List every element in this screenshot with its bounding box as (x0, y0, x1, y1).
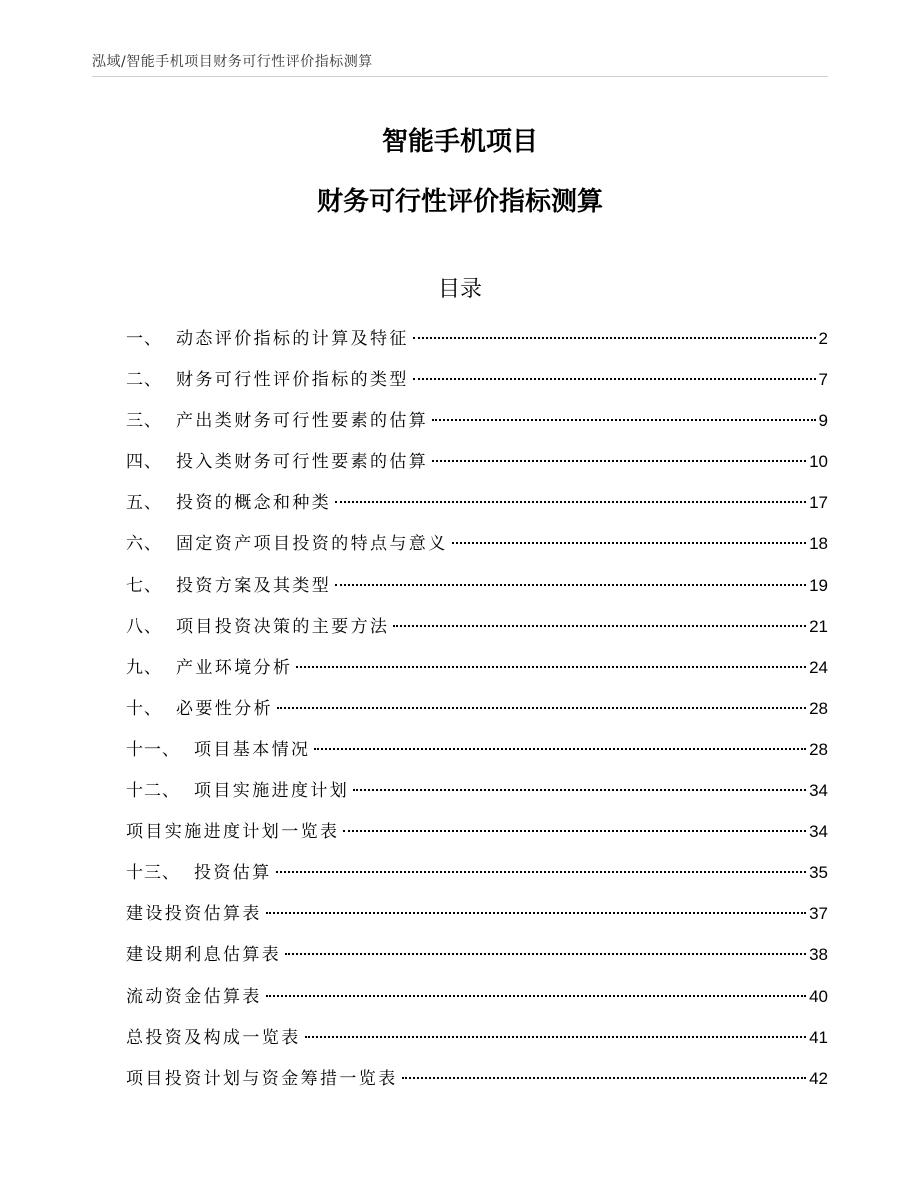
toc-entry-number: 十三、 (126, 863, 180, 884)
toc-entry[interactable] (126, 729, 828, 770)
toc-entry-title: 投资估算 (194, 863, 272, 884)
toc-dot-leader (413, 378, 816, 380)
toc-entry-number: 五、 (126, 493, 162, 514)
toc-entry[interactable] (126, 893, 828, 934)
toc-entry-title: 项目投资计划与资金筹措一览表 (126, 1068, 398, 1089)
toc-entry[interactable] (126, 482, 828, 523)
toc-entry-title: 项目实施进度计划 (194, 781, 350, 802)
toc-entry-title: 必要性分析 (176, 698, 273, 719)
toc-heading: 目录 (437, 277, 482, 302)
toc-dot-leader (353, 789, 806, 791)
toc-dot-leader (402, 1077, 806, 1079)
header-divider (92, 76, 828, 77)
toc-entry-title: 项目基本情况 (194, 739, 311, 760)
toc-dot-leader (266, 995, 806, 997)
toc-dot-leader (432, 460, 806, 462)
toc-entry[interactable] (126, 1017, 828, 1058)
toc-dot-leader (296, 666, 806, 668)
toc-entry-number: 七、 (126, 575, 162, 596)
toc-entry[interactable] (126, 852, 828, 893)
toc-entry[interactable] (126, 565, 828, 606)
toc-entry-page: 10 (809, 452, 828, 472)
toc-entry[interactable] (126, 441, 828, 482)
toc-entry-page: 42 (809, 1068, 828, 1088)
toc-dot-leader (266, 912, 806, 914)
toc-entry-page: 18 (809, 534, 828, 554)
toc-dot-leader (413, 337, 816, 339)
toc-entry-number: 九、 (126, 657, 162, 678)
toc-entry-number: 八、 (126, 616, 162, 637)
toc-entry-number: 二、 (126, 370, 162, 391)
table-of-contents (126, 318, 828, 1099)
toc-entry-page: 7 (818, 370, 828, 390)
toc-entry-title: 产业环境分析 (176, 657, 293, 678)
toc-entry-page: 28 (809, 739, 828, 759)
toc-entry[interactable] (126, 770, 828, 811)
toc-entry-page: 40 (809, 986, 828, 1006)
toc-entry[interactable] (126, 1058, 828, 1099)
toc-entry-title: 投资方案及其类型 (176, 575, 332, 596)
toc-entry-page: 37 (809, 904, 828, 924)
toc-dot-leader (343, 830, 806, 832)
toc-entry[interactable] (126, 811, 828, 852)
toc-entry-title: 动态评价指标的计算及特征 (176, 329, 409, 349)
toc-entry-number: 四、 (126, 452, 162, 473)
toc-entry[interactable] (126, 934, 828, 975)
toc-entry-page: 9 (818, 411, 828, 431)
toc-entry-number: 十一、 (126, 739, 180, 760)
running-header: 泓域/智能手机项目财务可行性评价指标测算 (92, 54, 373, 70)
toc-entry[interactable] (126, 647, 828, 688)
toc-dot-leader (452, 542, 806, 544)
toc-entry[interactable] (126, 523, 828, 564)
toc-entry-title: 固定资产项目投资的特点与意义 (176, 534, 448, 555)
toc-entry-title: 流动资金估算表 (126, 986, 262, 1007)
toc-entry-page: 35 (809, 863, 828, 883)
toc-dot-leader (432, 419, 815, 421)
toc-entry-page: 28 (809, 698, 828, 718)
toc-entry-number: 三、 (126, 411, 162, 432)
toc-entry-title: 产出类财务可行性要素的估算 (176, 411, 429, 432)
toc-entry-page: 19 (809, 575, 828, 595)
toc-entry-number: 十二、 (126, 781, 180, 802)
toc-entry-title: 投入类财务可行性要素的估算 (176, 452, 429, 473)
toc-entry-number: 一、 (126, 329, 162, 349)
toc-entry-page: 34 (809, 822, 828, 842)
toc-entry[interactable] (126, 318, 828, 359)
toc-entry-page: 21 (809, 616, 828, 636)
document-title-line2: 财务可行性评价指标测算 (316, 187, 603, 217)
toc-entry-page: 41 (809, 1027, 828, 1047)
toc-entry[interactable] (126, 688, 828, 729)
document-title-line1: 智能手机项目 (381, 127, 538, 157)
toc-entry-title: 总投资及构成一览表 (126, 1027, 301, 1048)
toc-entry-title: 项目实施进度计划一览表 (126, 822, 340, 843)
toc-entry-title: 投资的概念和种类 (176, 493, 332, 514)
toc-entry-page: 34 (809, 781, 828, 801)
toc-entry-title: 建设投资估算表 (126, 904, 262, 925)
toc-entry-page: 38 (809, 945, 828, 965)
toc-entry[interactable] (126, 606, 828, 647)
toc-dot-leader (305, 1036, 806, 1038)
toc-entry-page: 17 (809, 493, 828, 513)
toc-entry-title: 项目投资决策的主要方法 (176, 616, 390, 637)
toc-dot-leader (314, 748, 806, 750)
toc-dot-leader (285, 953, 806, 955)
toc-entry-number: 六、 (126, 534, 162, 555)
toc-dot-leader (335, 501, 806, 503)
toc-entry-title: 建设期利息估算表 (126, 945, 282, 966)
toc-dot-leader (335, 584, 806, 586)
toc-entry-page: 24 (809, 657, 828, 677)
toc-entry-page: 2 (818, 329, 828, 348)
toc-dot-leader (276, 871, 806, 873)
toc-entry-number: 十、 (126, 698, 162, 719)
toc-entry-title: 财务可行性评价指标的类型 (176, 370, 409, 391)
toc-dot-leader (393, 625, 806, 627)
toc-entry[interactable] (126, 976, 828, 1017)
toc-entry[interactable] (126, 400, 828, 441)
toc-dot-leader (277, 707, 806, 709)
toc-entry[interactable] (126, 359, 828, 400)
